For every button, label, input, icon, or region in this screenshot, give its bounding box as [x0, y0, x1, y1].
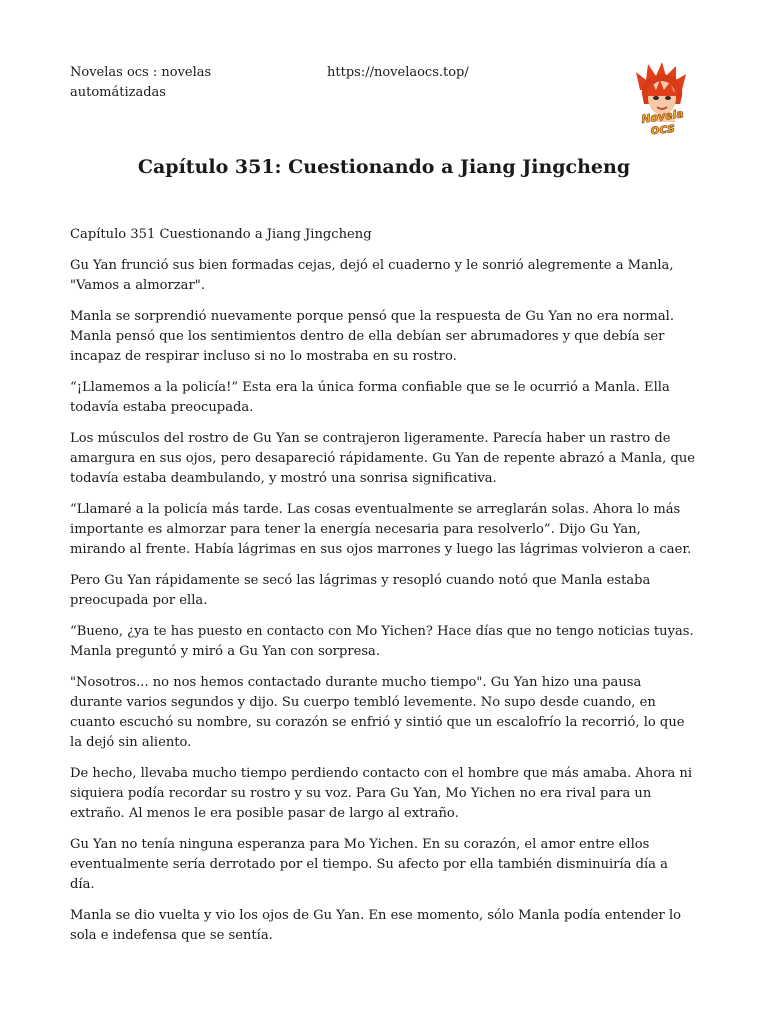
paragraph: Los músculos del rostro de Gu Yan se contrajeron ligeramente. Parecía haber un rastro de amargura en sus ojos, pero desapareció rápidamente. Gu Yan de repente abrazó a Manla, que todavía estaba deambulando, y mostró una sonrisa significativa.: [70, 431, 696, 486]
paragraph: Gu Yan no tenía ninguna esperanza para Mo Yichen. En su corazón, el amor entre ellos eventualmente sería derrotado por el tiempo. Su afecto por ella también disminuiría día a día.: [70, 837, 668, 892]
svg-text:ocs: ocs: [649, 120, 676, 136]
paragraph: Gu Yan frunció sus bien formadas cejas, dejó el cuaderno y le sonrió alegremente a Manla, "Vamos a almorzar".: [70, 258, 674, 293]
paragraph: Pero Gu Yan rápidamente se secó las lágrimas y resopló cuando notó que Manla estaba preocupada por ella.: [70, 573, 651, 608]
site-name: Novelas ocs : novelas automátizadas: [70, 65, 212, 100]
novelaocs-logo-icon: [626, 60, 700, 136]
paragraph: Manla se sorprendió nuevamente porque pensó que la respuesta de Gu Yan no era normal. Manla pensó que los sentimientos dentro de ella debían ser abrumadores y que debía ser incapaz de respirar incluso si no lo mostraba en su rostro.: [70, 309, 674, 364]
paragraph: “Bueno, ¿ya te has puesto en contacto con Mo Yichen? Hace días que no tengo noticias tuyas. Manla preguntó y miró a Gu Yan con sorpresa.: [70, 624, 694, 659]
paragraph: De hecho, llevaba mucho tiempo perdiendo contacto con el hombre que más amaba. Ahora ni siquiera podía recordar su rostro y su voz. Para Gu Yan, Mo Yichen no era rival para un extraño. Al menos le era posible pasar de largo al extraño.: [70, 766, 693, 821]
site-url-link[interactable]: https://novelaocs.top/: [327, 65, 469, 80]
chapter-title: Capítulo 351: Cuestionando a Jiang Jingcheng: [137, 156, 631, 178]
paragraph: Capítulo 351 Cuestionando a Jiang Jingcheng: [70, 227, 372, 242]
paragraph: “Llamaré a la policía más tarde. Las cosas eventualmente se arreglarán solas. Ahora lo más importante es almorzar para tener la energía necesaria para resolverlo”. Dijo Gu Yan, mirando al frente. Había lágrimas en sus ojos marrones y luego las lágrimas volvieron a caer.: [70, 502, 692, 557]
svg-text:Novela: Novela: [640, 107, 685, 126]
paragraph: Manla se dio vuelta y vio los ojos de Gu Yan. En ese momento, sólo Manla podía entender lo sola e indefensa que se sentía.: [70, 908, 682, 943]
paragraph: “¡Llamemos a la policía!” Esta era la única forma confiable que se le ocurrió a Manla. Ella todavía estaba preocupada.: [70, 380, 670, 415]
paragraph: "Nosotros... no nos hemos contactado durante mucho tiempo". Gu Yan hizo una pausa durante varios segundos y dijo. Su cuerpo tembló levemente. No supo desde cuando, en cuanto escuchó su nombre, su corazón se enfrió y sintió que un escalofrío la recorrió, lo que la dejó sin aliento.: [70, 675, 685, 750]
chapter-body: [70, 225, 695, 957]
